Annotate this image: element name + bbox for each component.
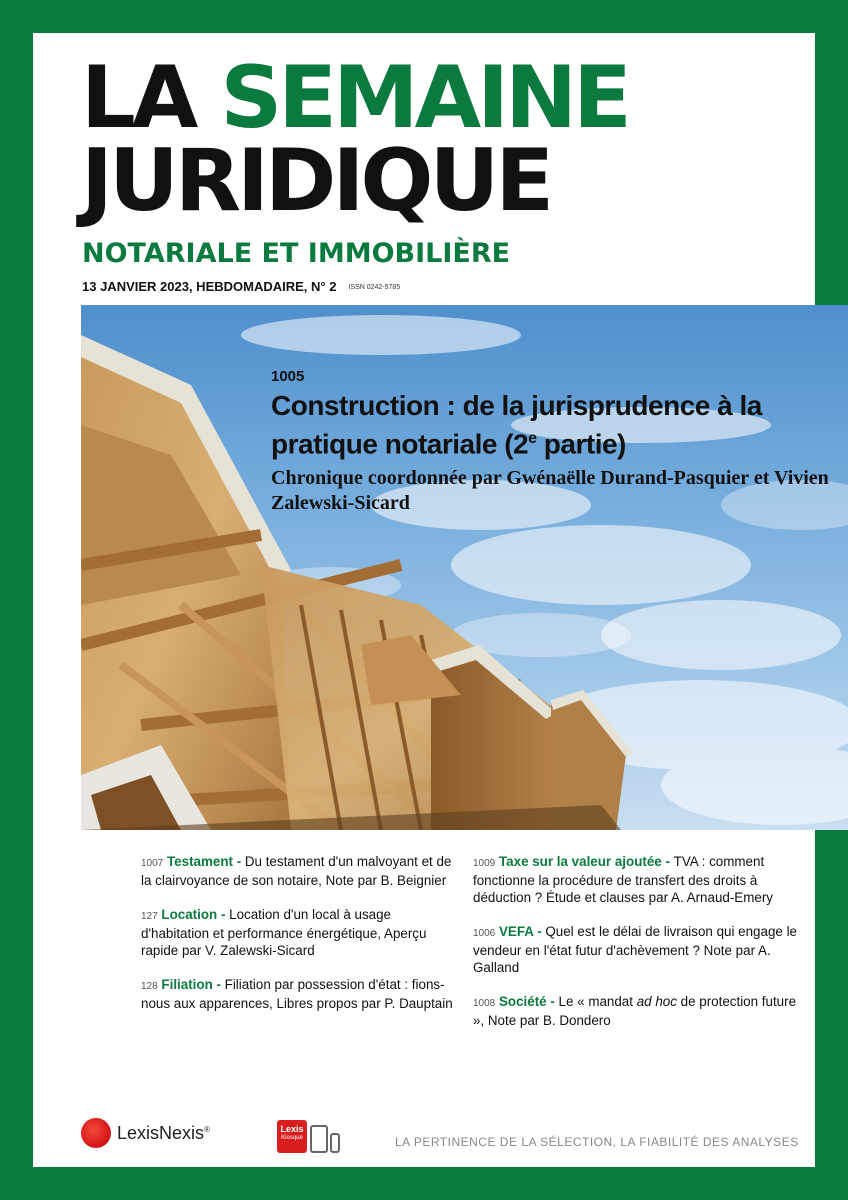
entry-text: Quel est le délai de livraison qui engage le vendeur en l'état futur d'achèvement ? Note par A. Galland [473,924,797,975]
entry-text: TVA : comment fonctionne la procédure de transfert des droits à déduction ? Étude et clauses par A. Arnaud-Emery [473,854,773,905]
contents-entry-filiation[interactable]: 128 Filiation - Filiation par possession d'état : fions-nous aux apparences, Libres propos par P. Dauptain [141,977,453,1011]
publisher-name: LexisNexis [117,1122,205,1143]
cover-story [271,368,831,516]
masthead-title-line1 [81,48,628,148]
contents-entry-societe[interactable]: 1008 Société - Le « mandat ad hoc de protection future », Note par B. Dondero [473,994,797,1028]
contents-entry-testament[interactable]: 1007 Testament - Du testament d'un malvoyant et de la clairvoyance de son notaire, Note par B. Beignier [141,854,452,888]
entry-number: 128 [141,981,158,992]
entry-text-before: Le « mandat [558,994,637,1009]
cover-page [33,33,829,1167]
kiosque-line2: Kiosque [281,1135,303,1141]
kiosque-line1: Lexis [280,1124,304,1134]
entry-number: 1009 [473,858,496,869]
entry-text: Du testament d'un malvoyant et de la clairvoyance de son notaire, Note par B. Beignier [141,854,452,888]
lexisnexis-emblem-icon [81,1118,111,1148]
contents-entry-vefa[interactable]: 1006 VEFA - Quel est le délai de livraison qui engage le vendeur en l'état futur d'achèvement ? Note par A. Galland [473,924,797,975]
publisher-mark: ® [204,1124,210,1134]
entry-topic: VEFA [498,924,534,939]
cover-story-title-main: Construction : de la jurisprudence à la pratique notariale (2 [271,390,762,460]
contents-right-column [473,853,803,1046]
entry-topic: Taxe sur la valeur ajoutée [498,854,662,869]
entry-number: 1007 [141,858,164,869]
issue-date: 13 JANVIER 2023, HEBDOMADAIRE, N° 2 [82,279,337,294]
entry-text-after: de protection future », Note par B. Dondero [473,994,797,1028]
cover-story-title-end: partie) [536,428,626,460]
lexis-kiosque-badge[interactable] [277,1120,340,1153]
entry-text-italic: ad hoc [636,994,677,1009]
lexisnexis-logo[interactable] [81,1118,210,1148]
tablet-icon [310,1125,328,1153]
issn: ISSN 0242-5785 [348,284,401,292]
masthead-subtitle: NOTARIALE ET IMMOBILIÈRE [82,238,511,269]
cover-story-byline: Chronique coordonnée par Gwénaëlle Durand-Pasquier et Vivien Zalewski-Sicard [271,467,829,515]
masthead-title-juridique: JURIDIQUE [81,131,551,231]
entry-number: 127 [141,911,158,922]
cover-story-title [271,389,831,460]
masthead-title-la: LA [81,48,195,148]
phone-icon [330,1133,340,1153]
cover-story-title-sup: e [528,430,537,447]
masthead-title-semaine: SEMAINE [220,48,628,148]
entry-topic: Location [161,907,218,922]
entry-number: 1006 [473,928,496,939]
contents-entry-tva[interactable]: 1009 Taxe sur la valeur ajoutée - TVA : comment fonctionne la procédure de transfert des droits à déduction ? Étude et clauses par A. Arnaud-Emery [473,854,773,905]
issue-info [82,279,400,294]
entry-number: 1008 [473,998,496,1009]
footer-tagline: LA PERTINENCE DE LA SÉLECTION, LA FIABILITÉ DES ANALYSES [395,1135,799,1149]
entry-text: Location d'un local à usage d'habitation et performance énergétique, Aperçu rapide par V. Zalewski-Sicard [141,907,427,958]
entry-topic: Société [498,994,547,1009]
lexisnexis-wordmark [117,1123,210,1144]
contents-left-column [141,853,461,1029]
cover-image [81,305,848,830]
cover-story-number: 1005 [271,368,305,385]
entry-topic: Filiation [161,977,213,992]
masthead-title-line2 [81,131,551,231]
kiosque-logo-icon [277,1120,307,1153]
contents-entry-location[interactable]: 127 Location - Location d'un local à usage d'habitation et performance énergétique, Aperçu rapide par V. Zalewski-Sicard [141,907,427,958]
entry-topic: Testament [166,854,233,869]
entry-text: Filiation par possession d'état : fions-nous aux apparences, Libres propos par P. Dauptain [141,977,453,1011]
